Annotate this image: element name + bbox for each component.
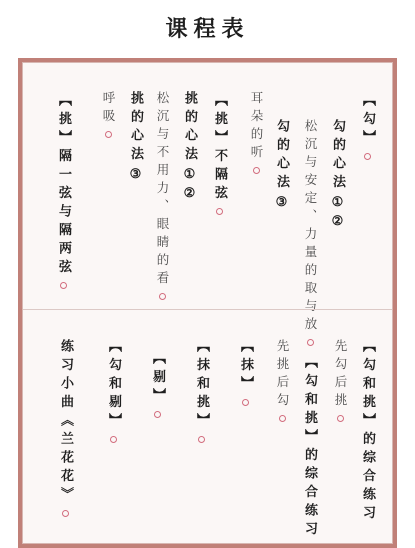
lesson-tiao-skip	[57, 93, 70, 289]
lesson-mo-label: 【抹】	[238, 339, 253, 395]
schedule-panel	[22, 62, 393, 544]
lesson-gou	[361, 93, 374, 160]
circle-mark	[110, 436, 117, 443]
num-3: ③	[128, 167, 143, 182]
gou-method-label: 勾的心法	[330, 119, 345, 193]
tiao-method-2	[129, 91, 142, 184]
num-2: ②	[182, 186, 197, 201]
gou-method-1	[331, 119, 344, 231]
lesson-mo-tiao	[195, 339, 208, 443]
lesson-mo-tiao-label: 【抹和挑】	[194, 339, 209, 432]
gou-method-desc-text: 松沉与安定、力量的取与放	[303, 119, 318, 335]
num-3: ③	[274, 195, 289, 210]
num-1: ①	[330, 195, 345, 210]
tiao-first-text: 先挑后勾	[275, 339, 290, 411]
circle-mark	[62, 510, 69, 517]
gou-method-desc	[304, 119, 317, 346]
gou-first-text: 先勾后挑	[333, 339, 348, 411]
circle-mark	[159, 293, 166, 300]
circle-mark	[105, 131, 112, 138]
section-divider	[23, 309, 392, 310]
lesson-gou-tiao-1	[361, 339, 374, 524]
circle-mark	[307, 339, 314, 346]
lesson-gou-tiao-1-label: 【勾和挑】的综合练习	[360, 339, 375, 524]
lesson-ti-label: 【剔】	[150, 351, 165, 407]
circle-mark	[364, 153, 371, 160]
ear-listening	[250, 91, 263, 174]
circle-mark	[337, 415, 344, 422]
tiao-method-1	[183, 91, 196, 203]
circle-mark	[154, 411, 161, 418]
lesson-tiao-skip-label: 【挑】隔一弦与隔两弦	[56, 93, 71, 278]
tiao-first	[276, 339, 289, 422]
lesson-tiao-no-skip	[213, 93, 226, 215]
circle-mark	[198, 436, 205, 443]
schedule-frame	[18, 58, 397, 548]
tiao-method-desc-text: 松沉与不用力、眼睛的看	[155, 91, 170, 289]
lesson-gou-ti-label: 【勾和剔】	[106, 339, 121, 432]
lesson-ti	[151, 351, 164, 418]
tiao-method-desc	[156, 91, 169, 300]
circle-mark	[253, 167, 260, 174]
practice-song-label: 练习小曲《兰花花》	[58, 339, 73, 506]
lesson-gou-label: 【勾】	[360, 93, 375, 149]
lesson-gou-tiao-2-label: 【勾和挑】的综合练习	[302, 355, 317, 540]
num-1: ①	[182, 167, 197, 182]
lesson-mo	[239, 339, 252, 406]
lesson-tiao-no-skip-label: 【挑】不隔弦	[212, 93, 227, 204]
lesson-gou-tiao-2	[303, 355, 316, 540]
ear-listening-text: 耳朵的听	[249, 91, 264, 163]
practice-song	[59, 339, 72, 517]
breathing	[102, 91, 115, 138]
tiao-method-label-2: 挑的心法	[128, 91, 143, 165]
circle-mark	[279, 415, 286, 422]
num-2: ②	[330, 214, 345, 229]
circle-mark	[60, 282, 67, 289]
circle-mark	[216, 208, 223, 215]
gou-method-2	[275, 119, 288, 212]
circle-mark	[242, 399, 249, 406]
lesson-gou-ti	[107, 339, 120, 443]
page-title: 课程表	[165, 16, 250, 42]
breathing-text: 呼吸	[101, 91, 116, 127]
tiao-method-label: 挑的心法	[182, 91, 197, 165]
gou-method-label-2: 勾的心法	[274, 119, 289, 193]
gou-first	[334, 339, 347, 422]
